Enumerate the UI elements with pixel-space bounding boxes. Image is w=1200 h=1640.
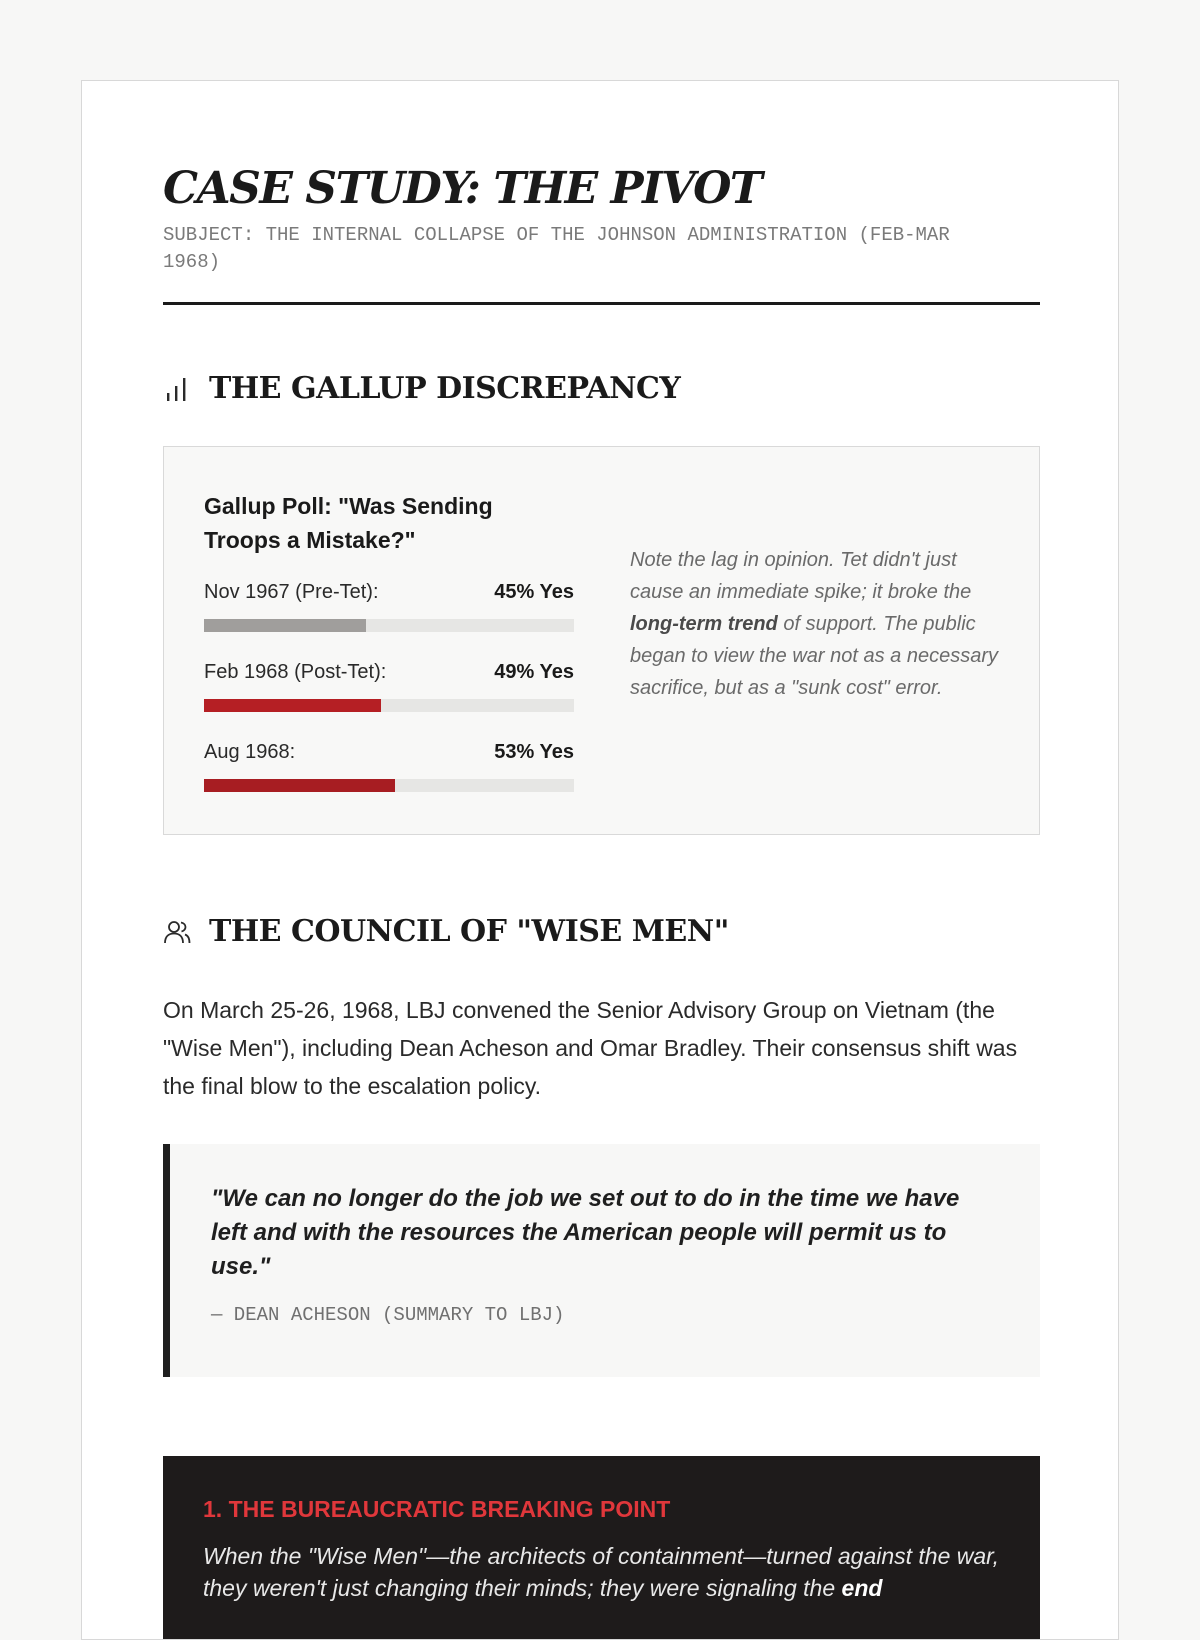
poll-bar-fill xyxy=(204,619,366,632)
poll-note-text: Note the lag in opinion. Tet didn't just cause an immediate spike; it broke the xyxy=(630,549,972,603)
page-title: CASE STUDY: THE PIVOT xyxy=(163,163,762,214)
poll-bar-track xyxy=(204,619,574,632)
breaking-point-callout xyxy=(163,1456,1040,1640)
poll-row-feb-1968 xyxy=(204,661,574,717)
poll-row-label: Nov 1967 (Pre-Tet): xyxy=(204,581,379,603)
bar-chart-icon xyxy=(163,375,191,403)
council-section-heading xyxy=(163,914,729,949)
gallup-poll-card xyxy=(163,446,1040,835)
quote-source: — DEAN ACHESON (SUMMARY TO LBJ) xyxy=(211,1304,565,1326)
poll-note xyxy=(630,544,1010,704)
poll-row-aug-1968 xyxy=(204,741,574,797)
poll-bar-fill xyxy=(204,699,381,712)
council-heading: THE COUNCIL OF "WISE MEN" xyxy=(209,914,729,949)
poll-bar-fill xyxy=(204,779,395,792)
quote-text: "We can no longer do the job we set out to do in the time we have left and with the resources the American people will permit us to use." xyxy=(211,1185,960,1280)
poll-row-value: 45% Yes xyxy=(494,581,574,603)
poll-title: Gallup Poll: "Was Sending Troops a Mistake?" xyxy=(204,493,493,553)
poll-note-text-end: of support. The public began to view the war not as a necessary sacrifice, but as a "sunk cost" error. xyxy=(630,613,998,699)
callout-text-emphasis: end xyxy=(841,1575,883,1601)
page-subtitle: SUBJECT: THE INTERNAL COLLAPSE OF THE JOHNSON ADMINISTRATION (FEB-MAR 1968) xyxy=(163,224,950,273)
poll-row-value: 53% Yes xyxy=(494,741,574,763)
gallup-section-heading xyxy=(163,371,680,406)
poll-note-emphasis: long-term trend xyxy=(630,613,778,635)
poll-row-label: Feb 1968 (Post-Tet): xyxy=(204,661,387,683)
poll-row-label: Aug 1968: xyxy=(204,741,296,763)
poll-bar-track xyxy=(204,779,574,792)
poll-row-nov-1967 xyxy=(204,581,574,637)
poll-bar-track xyxy=(204,699,574,712)
header-divider xyxy=(163,302,1040,305)
callout-heading: 1. THE BUREAUCRATIC BREAKING POINT xyxy=(203,1496,671,1522)
users-icon xyxy=(163,918,191,946)
callout-text xyxy=(203,1540,1003,1604)
gallup-heading: THE GALLUP DISCREPANCY xyxy=(209,371,681,406)
callout-text-body: When the "Wise Men"—the architects of containment—turned against the war, they weren't just changing their minds; they were signaling the xyxy=(203,1543,999,1601)
acheson-quote xyxy=(163,1144,1040,1377)
poll-row-value: 49% Yes xyxy=(494,661,574,683)
council-paragraph: On March 25-26, 1968, LBJ convened the Senior Advisory Group on Vietnam (the "Wise Men"), including Dean Acheson and Omar Bradley. Their consensus shift was the final blow to the escalation policy. xyxy=(163,997,1018,1099)
document-sheet xyxy=(81,80,1119,1640)
